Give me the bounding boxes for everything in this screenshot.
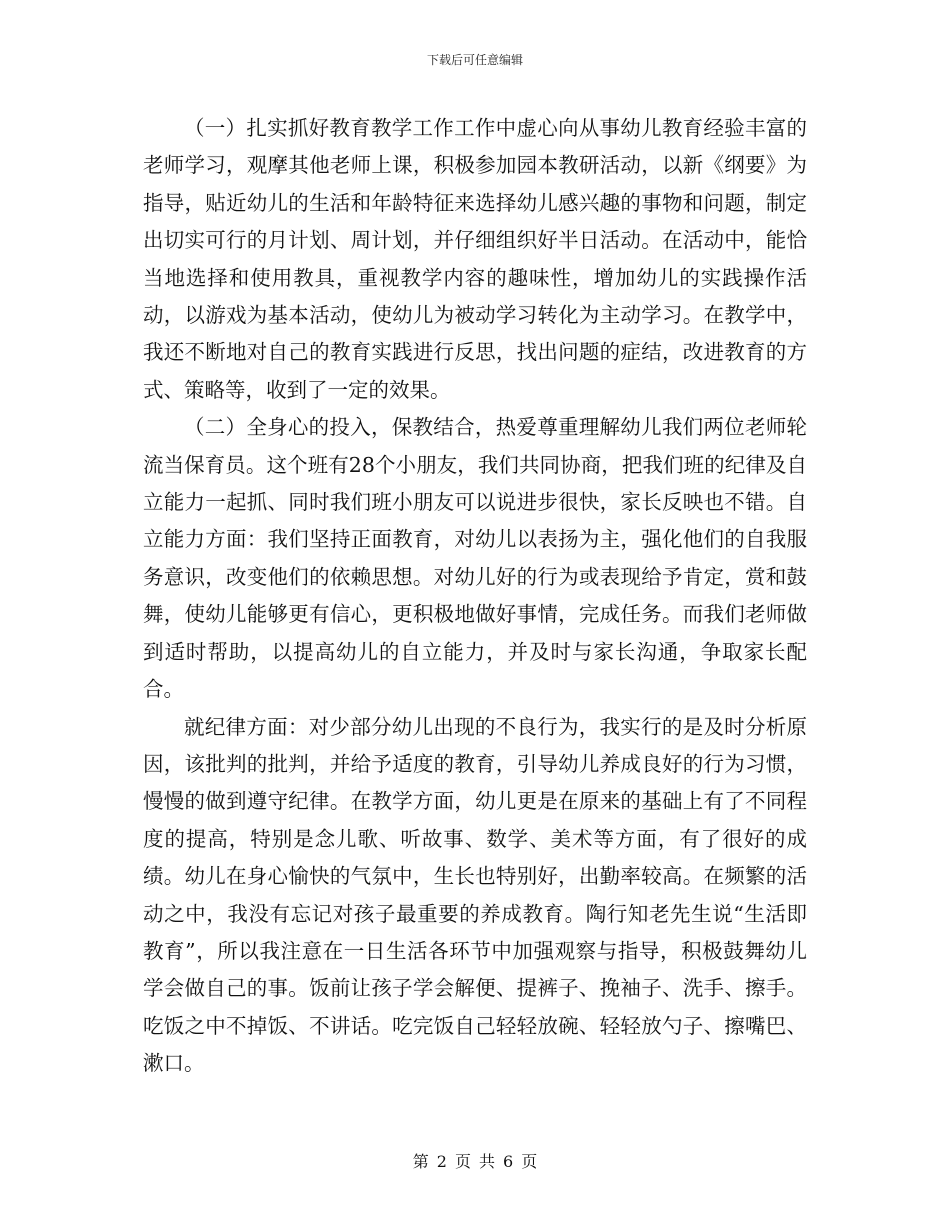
footer-total-label: 共 (479, 1152, 496, 1171)
paragraph-1: （一）扎实抓好教育教学工作工作中虚心向从事幼儿教育经验丰富的老师学习，观摩其他老师上课，积极参加园本教研活动，以新《纲要》为指导，贴近幼儿的生活和年龄特征来选择幼儿感兴趣的事物和问题，制定出切实可行的月计划、周计划，并仔细组织好半日活动。在活动中，能恰当地选择和使用教具，重视教学内容的趣味性，增加幼儿的实践操作活动，以游戏为基本活动，使幼儿为被动学习转化为主动学习。在教学中，我还不断地对自己的教育实践进行反思，找出问题的症结，改进教育的方式、策略等，收到了一定的效果。 (143, 116, 807, 402)
footer-page-label: 页 (454, 1152, 471, 1171)
header-text: 下载后可任意编辑 (426, 53, 523, 67)
footer-prefix: 第 (412, 1152, 429, 1171)
paragraph-3: 就纪律方面：对少部分幼儿出现的不良行为，我实行的是及时分析原因，该批判的批判，并给予适度的教育，引导幼儿养成良好的行为习惯，慢慢的做到遵守纪律。在教学方面，幼儿更是在原来的基础上有了不同程度的提高，特别是念儿歌、听故事、数学、美术等方面，有了很好的成绩。幼儿在身心愉快的气氛中，生长也特别好，出勤率较高。在频繁的活动之中，我没有忘记对孩子最重要的养成教育。陶行知老先生说“生活即教育”，所以我注意在一日生活各环节中加强观察与指导，积极鼓舞幼儿学会做自己的事。饭前让孩子学会解便、提裤子、挽袖子、洗手、擦手。吃饭之中不掉饭、不讲话。吃完饭自己轻轻放碗、轻轻放勺子、擦嘴巴、漱口。 (143, 714, 807, 1076)
page-footer (0, 1152, 950, 1172)
total-pages-number: 6 (503, 1152, 514, 1171)
footer-suffix: 页 (521, 1152, 538, 1171)
current-page-number: 2 (436, 1152, 447, 1171)
document-body (143, 110, 807, 1083)
page-header (0, 52, 950, 68)
paragraph-2: （二）全身心的投入，保教结合，热爱尊重理解幼儿我们两位老师轮流当保育员。这个班有28个小朋友，我们共同协商，把我们班的纪律及自立能力一起抓、同时我们班小朋友可以说进步很快，家长反映也不错。自立能力方面：我们坚持正面教育，对幼儿以表扬为主，强化他们的自我服务意识，改变他们的依赖思想。对幼儿好的行为或表现给予肯定，赏和鼓舞，使幼儿能够更有信心，更积极地做好事情，完成任务。而我们老师做到适时帮助，以提高幼儿的自立能力，并及时与家长沟通，争取家长配合。 (143, 415, 807, 702)
